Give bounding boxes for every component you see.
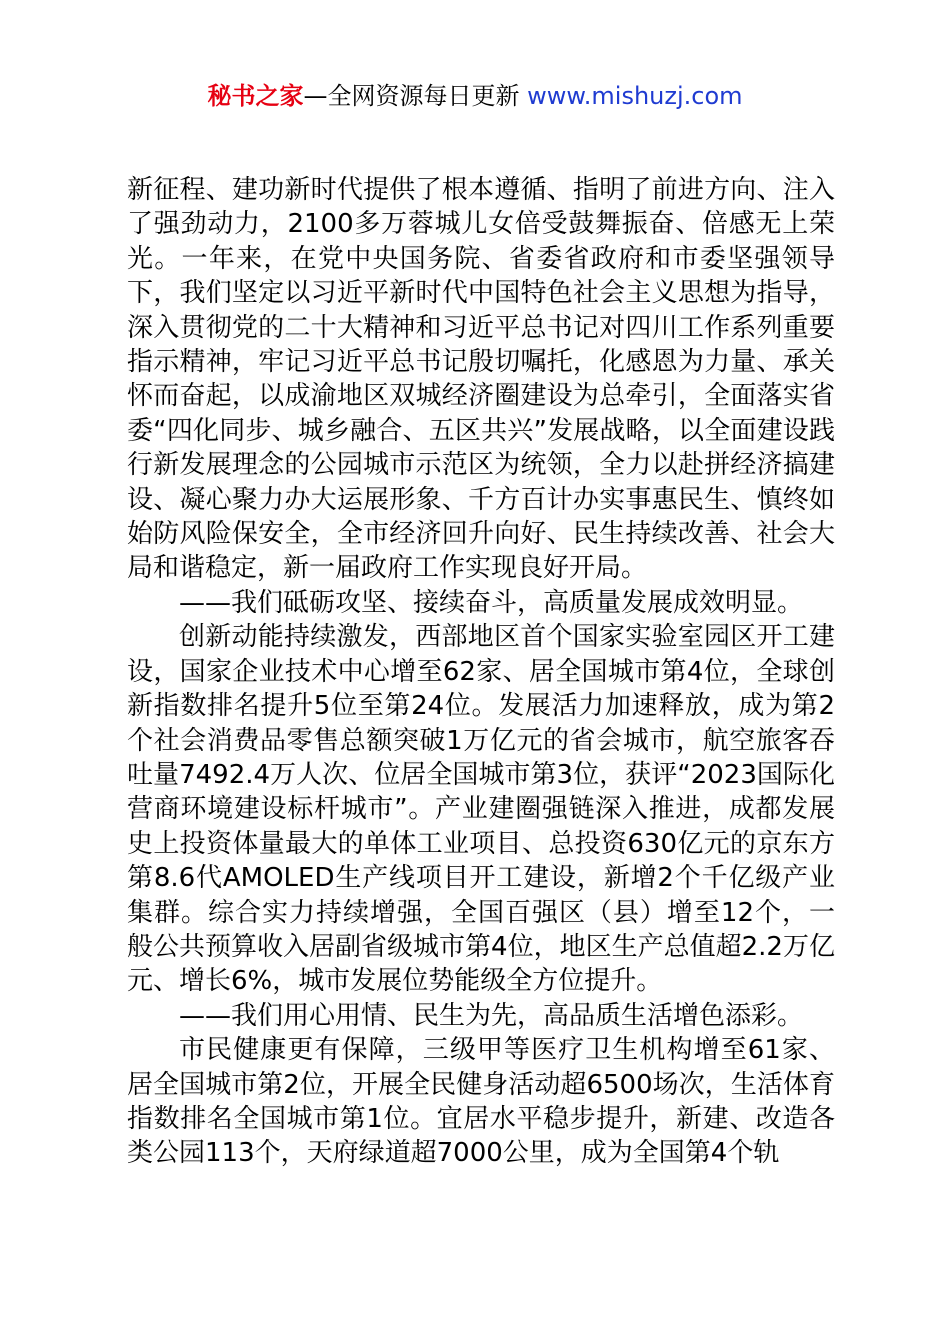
- section-heading-development: ——我们砥砺攻坚、接续奋斗，高质量发展成效明显。: [179, 587, 804, 618]
- paragraph-livelihood: 市民健康更有保障，三级甲等医疗卫生机构增至61家、居全国城市第2位，开展全民健身活动超6500场次，生活体育指数排名全国城市第1位。宜居水平稳步提升，新建、改造各类公园113个，天府绿道超7000公里，成为全国第4个轨: [127, 1035, 835, 1169]
- paragraph-intro: 新征程、建功新时代提供了根本遵循、指明了前进方向、注入了强劲动力，2100多万蓉城儿女倍受鼓舞振奋、倍感无上荣光。一年来，在党中央国务院、省委省政府和市委坚强领导下，我们坚定以习近平新时代中国特色社会主义思想为指导，深入贯彻党的二十大精神和习近平总书记对四川工作系列重要指示精神，牢记习近平总书记殷切嘱托，化感恩为力量、承关怀而奋起，以成渝地区双城经济圈建设为总牵引，全面落实省委“四化同步、城乡融合、五区共兴”发展战略，以全面建设践行新发展理念的公园城市示范区为统领，全力以赴拼经济搞建设、凝心聚力办大运展形象、千方百计办实事惠民生、慎终如始防风险保安全，全市经济回升向好、民生持续改善、社会大局和谐稳定，新一届政府工作实现良好开局。: [127, 175, 835, 584]
- section-heading-livelihood: ——我们用心用情、民生为先，高品质生活增色添彩。: [179, 1000, 804, 1031]
- site-brand: 秘书之家: [207, 82, 304, 110]
- document-body: [127, 173, 835, 1171]
- site-url-link[interactable]: www.mishuzj.com: [527, 82, 743, 110]
- paragraph-development: 创新动能持续激发，西部地区首个国家实验室园区开工建设，国家企业技术中心增至62家、居全国城市第4位，全球创新指数排名提升5位至第24位。发展活力加速释放，成为第2个社会消费品零售总额突破1万亿元的省会城市，航空旅客吞吐量7492.4万人次、位居全国城市第3位，获评“2023国际化营商环境建设标杆城市”。产业建圈强链深入推进，成都发展史上投资体量最大的单体工业项目、总投资630亿元的京东方第8.6代AMOLED生产线项目开工建设，新增2个千亿级产业集群。综合实力持续增强，全国百强区（县）增至12个，一般公共预算收入居副省级城市第4位，地区生产总值超2.2万亿元、增长6%，城市发展位势能级全方位提升。: [127, 622, 835, 997]
- page-header: [0, 80, 950, 112]
- site-tagline: —全网资源每日更新: [303, 82, 528, 110]
